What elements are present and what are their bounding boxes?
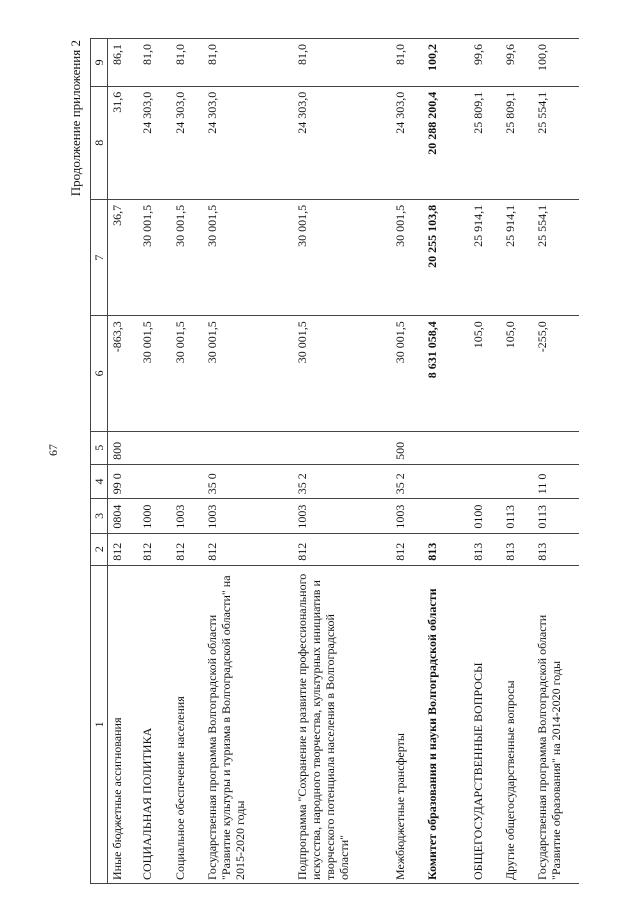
row-value-col-8: 25 809,1 xyxy=(469,86,501,199)
table-row xyxy=(391,39,423,884)
row-admin-code: 812 xyxy=(391,533,423,565)
row-name: Межбюджетные трансферты xyxy=(391,565,423,883)
row-percent: 86,1 xyxy=(108,39,138,87)
row-value-col-8: 24 303,0 xyxy=(391,86,423,199)
page-number: 67 xyxy=(46,444,60,456)
row-program-code xyxy=(423,464,469,498)
row-value-col-7: 20 255 103,8 xyxy=(423,199,469,315)
row-value-col-7: 25 554,1 xyxy=(533,199,579,315)
row-name: Комитет образования и науки Волгоградской области xyxy=(423,565,469,883)
row-section-code xyxy=(423,499,469,533)
row-program-code xyxy=(138,464,171,498)
row-value-col-6: 105,0 xyxy=(469,316,501,431)
row-name: Иные бюджетные ассигнования xyxy=(108,565,138,883)
row-name: Другие общегосударственные вопросы xyxy=(501,565,533,883)
row-admin-code: 812 xyxy=(171,533,203,565)
row-value-col-6: 8 631 058,4 xyxy=(423,316,469,431)
header-row xyxy=(91,39,108,884)
row-admin-code: 813 xyxy=(533,533,579,565)
row-name: СОЦИАЛЬНАЯ ПОЛИТИКА xyxy=(138,565,171,883)
row-value-col-6: 30 001,5 xyxy=(171,316,203,431)
table-row xyxy=(469,39,501,884)
row-percent: 100,2 xyxy=(423,39,469,87)
row-expense-type: 500 xyxy=(391,431,423,464)
row-value-col-6: 105,0 xyxy=(501,316,533,431)
row-expense-type xyxy=(469,431,501,464)
table-row xyxy=(171,39,203,884)
header-col-5: 5 xyxy=(91,431,108,464)
table-row xyxy=(138,39,171,884)
row-value-col-8: 25 809,1 xyxy=(501,86,533,199)
row-admin-code: 812 xyxy=(203,533,293,565)
table-row xyxy=(108,39,138,884)
row-value-col-8: 25 554,1 xyxy=(533,86,579,199)
row-value-col-6: 30 001,5 xyxy=(138,316,171,431)
row-value-col-8: 31,6 xyxy=(108,86,138,199)
row-value-col-8: 24 303,0 xyxy=(138,86,171,199)
row-section-code: 1003 xyxy=(171,499,203,533)
row-admin-code: 812 xyxy=(293,533,391,565)
row-percent: 81,0 xyxy=(138,39,171,87)
row-name: ОБЩЕГОСУДАРСТВЕННЫЕ ВОПРОСЫ xyxy=(469,565,501,883)
row-section-code: 0804 xyxy=(108,499,138,533)
table-row xyxy=(533,39,579,884)
header-col-6: 6 xyxy=(91,316,108,431)
row-expense-type: 800 xyxy=(108,431,138,464)
row-section-code: 0113 xyxy=(533,499,579,533)
row-program-code: 35 0 xyxy=(203,464,293,498)
row-name: Государственная программа Волгоградской области "Развитие культуры и туризма в Волгоградской области" на 2015-2020 годы xyxy=(203,565,293,883)
row-value-col-6: -863,3 xyxy=(108,316,138,431)
row-program-code: 35 2 xyxy=(293,464,391,498)
header-col-1: 1 xyxy=(91,565,108,883)
row-value-col-6: 30 001,5 xyxy=(293,316,391,431)
row-section-code: 1003 xyxy=(293,499,391,533)
header-col-4: 4 xyxy=(91,464,108,498)
row-value-col-7: 25 914,1 xyxy=(501,199,533,315)
row-expense-type xyxy=(293,431,391,464)
row-section-code: 1003 xyxy=(203,499,293,533)
row-program-code xyxy=(501,464,533,498)
row-program-code: 11 0 xyxy=(533,464,579,498)
row-value-col-7: 30 001,5 xyxy=(138,199,171,315)
table-row xyxy=(423,39,469,884)
row-value-col-8: 24 303,0 xyxy=(203,86,293,199)
table-row xyxy=(203,39,293,884)
row-admin-code: 812 xyxy=(108,533,138,565)
row-section-code: 0100 xyxy=(469,499,501,533)
row-value-col-7: 30 001,5 xyxy=(391,199,423,315)
row-admin-code: 813 xyxy=(469,533,501,565)
row-section-code: 1003 xyxy=(391,499,423,533)
row-value-col-8: 20 288 200,4 xyxy=(423,86,469,199)
row-percent: 99,6 xyxy=(501,39,533,87)
row-value-col-7: 36,7 xyxy=(108,199,138,315)
row-expense-type xyxy=(533,431,579,464)
row-value-col-6: 30 001,5 xyxy=(391,316,423,431)
table-row xyxy=(501,39,533,884)
table-body xyxy=(108,39,579,884)
row-percent: 81,0 xyxy=(293,39,391,87)
row-value-col-7: 30 001,5 xyxy=(293,199,391,315)
row-percent: 81,0 xyxy=(203,39,293,87)
row-program-code: 35 2 xyxy=(391,464,423,498)
row-expense-type xyxy=(203,431,293,464)
row-name: Подпрограмма "Сохранение и развитие профессионального искусства, народного творчества, культурных инициатив и творческого потенциала населения в Волгоградской области" xyxy=(293,565,391,883)
row-expense-type xyxy=(171,431,203,464)
row-section-code: 0113 xyxy=(501,499,533,533)
row-program-code xyxy=(469,464,501,498)
row-value-col-7: 30 001,5 xyxy=(171,199,203,315)
budget-table xyxy=(90,38,579,884)
continuation-label: Продолжение приложения 2 xyxy=(68,40,83,197)
row-program-code xyxy=(171,464,203,498)
header-col-8: 8 xyxy=(91,86,108,199)
row-admin-code: 813 xyxy=(501,533,533,565)
row-admin-code: 813 xyxy=(423,533,469,565)
row-admin-code: 812 xyxy=(138,533,171,565)
row-expense-type xyxy=(138,431,171,464)
row-name: Государственная программа Волгоградской области "Развитие образования" на 2014-2020 годы xyxy=(533,565,579,883)
header-col-2: 2 xyxy=(91,533,108,565)
row-name: Социальное обеспечение населения xyxy=(171,565,203,883)
row-percent: 100,0 xyxy=(533,39,579,87)
row-value-col-8: 24 303,0 xyxy=(171,86,203,199)
row-expense-type xyxy=(423,431,469,464)
row-value-col-6: 30 001,5 xyxy=(203,316,293,431)
row-value-col-6: -255,0 xyxy=(533,316,579,431)
row-program-code: 99 0 xyxy=(108,464,138,498)
table-row xyxy=(293,39,391,884)
header-col-9: 9 xyxy=(91,39,108,87)
row-percent: 81,0 xyxy=(391,39,423,87)
row-value-col-8: 24 303,0 xyxy=(293,86,391,199)
row-percent: 99,6 xyxy=(469,39,501,87)
row-section-code: 1000 xyxy=(138,499,171,533)
header-col-3: 3 xyxy=(91,499,108,533)
row-value-col-7: 30 001,5 xyxy=(203,199,293,315)
row-expense-type xyxy=(501,431,533,464)
row-percent: 81,0 xyxy=(171,39,203,87)
row-value-col-7: 25 914,1 xyxy=(469,199,501,315)
header-col-7: 7 xyxy=(91,199,108,315)
